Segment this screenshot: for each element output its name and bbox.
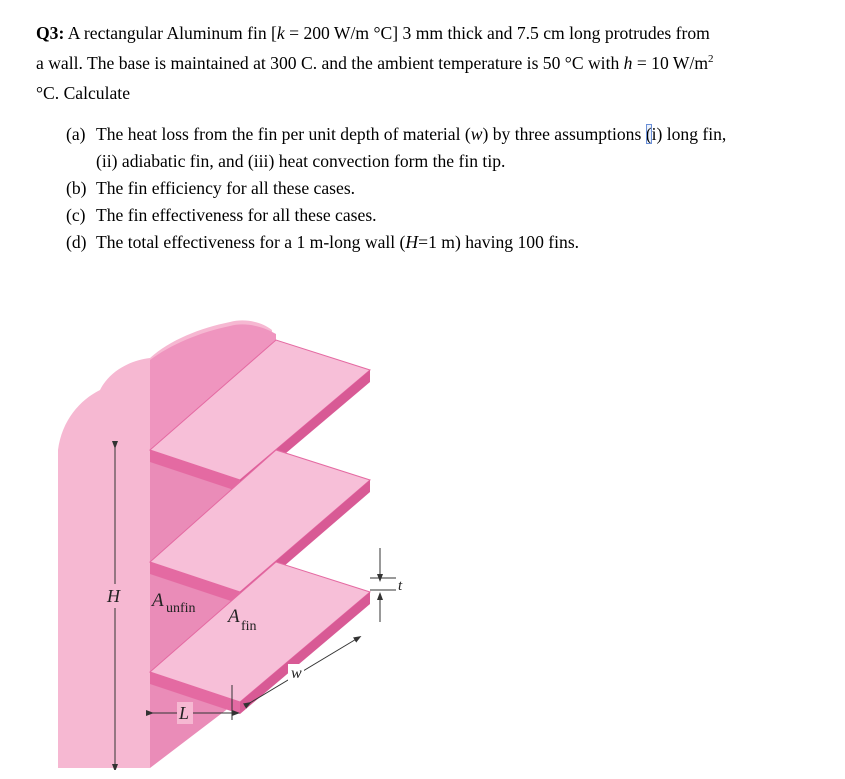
h-exponent: 2 [708, 53, 714, 65]
part-d-post: =1 m) having 100 fins. [418, 232, 580, 252]
question-label: Q3: [36, 23, 65, 43]
k-value: = 200 W/m °C] 3 mm thick and 7.5 cm long protrudes from [284, 23, 710, 43]
label-A-unfin: A [152, 590, 164, 611]
part-d-label: (d) [66, 232, 87, 252]
parts-list [66, 121, 826, 256]
label-A-fin: A [228, 606, 240, 627]
part-c-text: The fin effectiveness for all these cases. [96, 205, 377, 225]
label-t: t [398, 578, 403, 594]
var-h: h [623, 53, 633, 73]
part-a-pre: The heat loss from the fin per unit depth of material ( [96, 124, 471, 144]
label-L: L [179, 703, 190, 723]
label-fin-subscript: fin [241, 619, 257, 634]
label-unfin-subscript: unfin [166, 601, 196, 616]
question-line3: °C. Calculate [36, 83, 130, 103]
h-value: = 10 W/m [632, 53, 709, 73]
part-d-pre: The total effectiveness for a 1 m-long wall ( [96, 232, 406, 252]
part-b [66, 175, 826, 202]
label-w: w [291, 665, 302, 682]
part-a-post: ) by three assumptions [482, 124, 646, 144]
part-b-text: The fin efficiency for all these cases. [96, 178, 356, 198]
question-line2: a wall. The base is maintained at 300 C. and the ambient temperature is 50 °C with [36, 53, 624, 73]
part-b-label: (b) [66, 178, 87, 198]
part-c [66, 202, 826, 229]
part-a [66, 121, 826, 175]
question-text [36, 18, 826, 108]
question-line1: A rectangular Aluminum fin [ [64, 23, 277, 43]
fin-array-figure [40, 300, 440, 770]
var-w: w [470, 124, 483, 144]
part-c-label: (c) [66, 205, 86, 225]
label-H: H [107, 586, 120, 606]
part-a-post2: i) long fin, [651, 124, 727, 144]
var-k: k [276, 23, 285, 43]
var-H: H [405, 232, 419, 252]
part-a-line2: (ii) adiabatic fin, and (iii) heat convection form the fin tip. [96, 151, 506, 171]
part-d [66, 229, 826, 256]
text-cursor-selection[interactable]: ( [645, 124, 652, 144]
part-a-label: (a) [66, 124, 86, 144]
